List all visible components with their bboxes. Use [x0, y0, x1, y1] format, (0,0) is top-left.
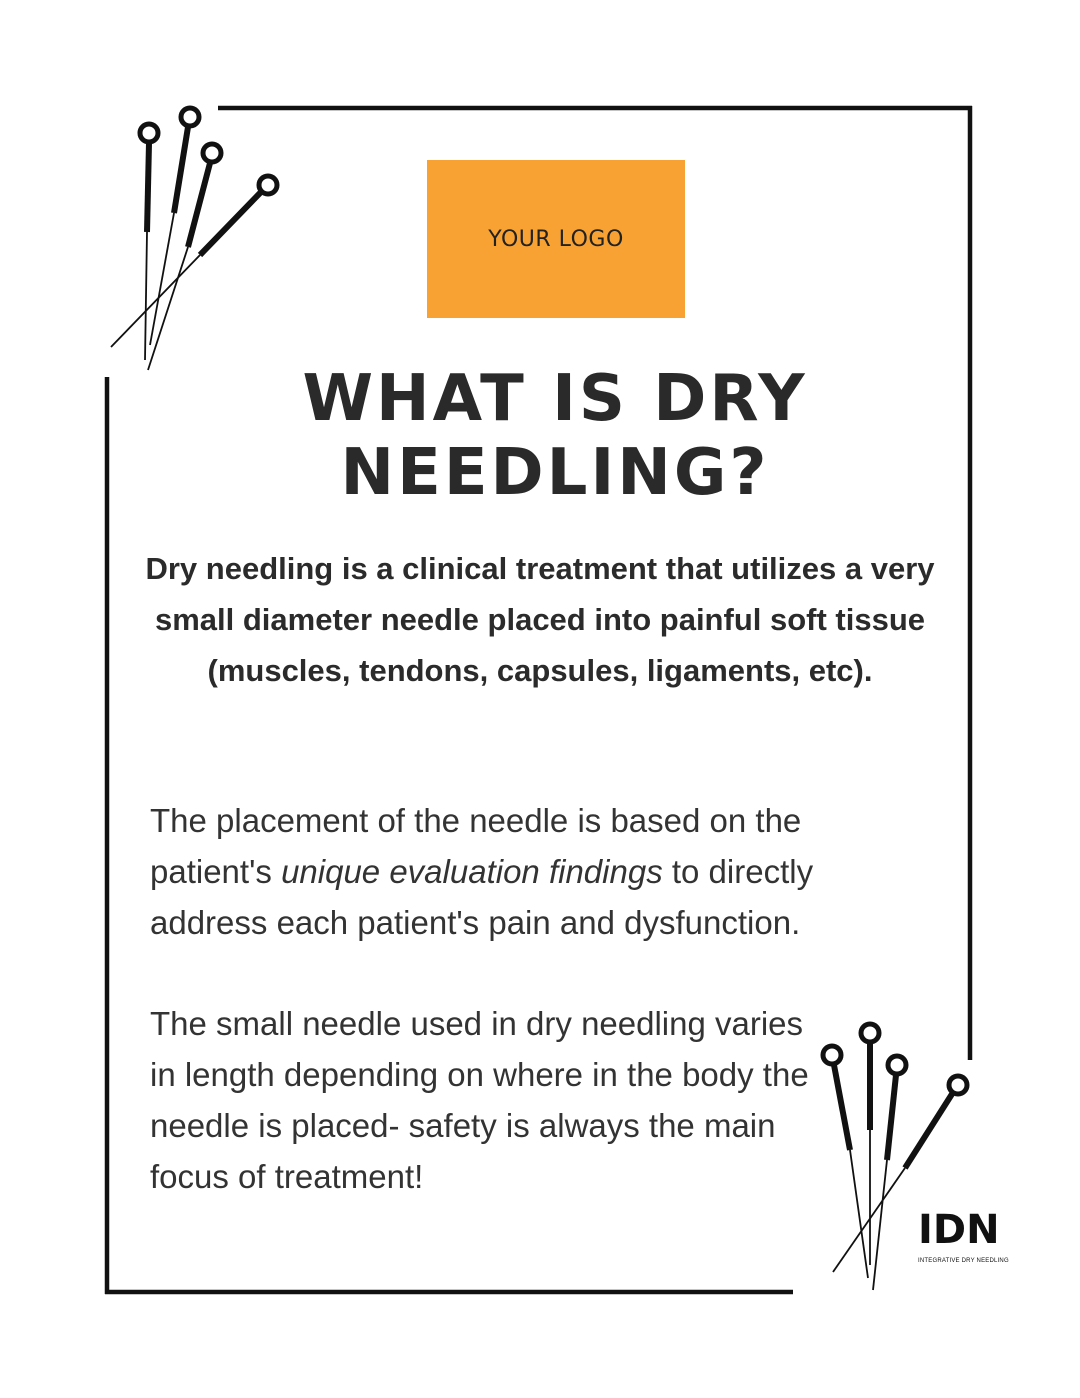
paragraph-text: The placement of the needle is based on the patient's [150, 802, 802, 890]
brand-name: INTEGRATIVE DRY NEEDLING [918, 1258, 1009, 1264]
brand-mark: IDN [918, 1207, 1000, 1253]
logo-placeholder [427, 160, 685, 318]
brand-logo [918, 1204, 1018, 1266]
title-line-2: NEEDLING? [340, 436, 770, 510]
intro-text: Dry needling is a clinical treatment that utilizes a very small diameter needle placed into painful soft tissue (muscles, tendons, capsules, ligaments, etc). [145, 551, 935, 688]
page-title [180, 362, 930, 510]
paragraph-safety: The small needle used in dry needling varies in length depending on where in the body the needle is placed- safety is always the main focus of treatment! [150, 1005, 809, 1195]
emphasis-text: unique evaluation findings [281, 853, 663, 890]
paragraph-placement [150, 795, 930, 948]
title-line-1: WHAT IS DRY [302, 362, 808, 436]
needles-icon [111, 108, 277, 370]
logo-label: YOUR LOGO [488, 226, 624, 252]
paragraph-text: to directly address each patient's pain and dysfunction. [150, 853, 814, 941]
